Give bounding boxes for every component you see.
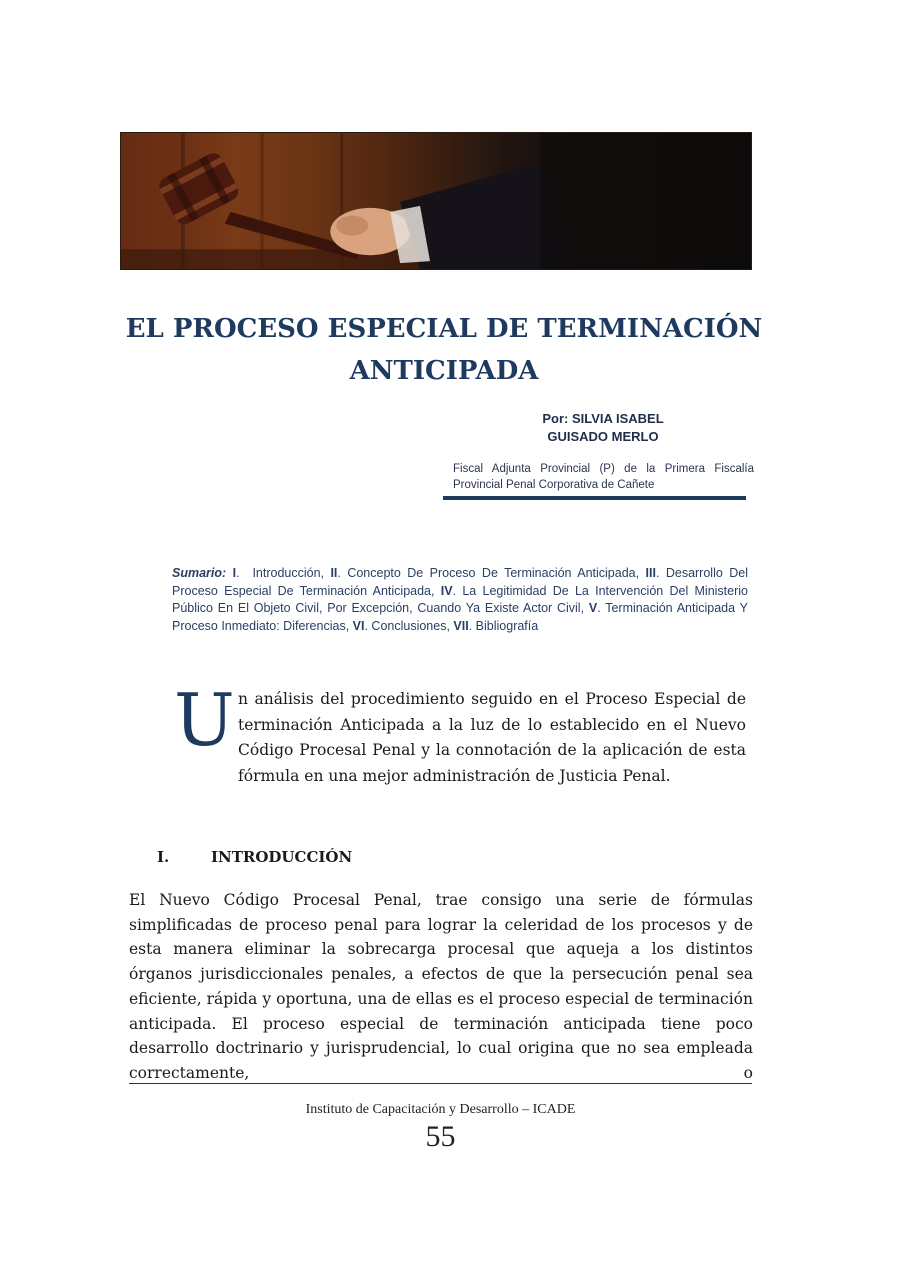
title-line-1: EL PROCESO ESPECIAL DE TERMINACIÓN [125, 314, 763, 344]
summary-block: Sumario: I. Introducción, II. Concepto De Proceso De Terminación Anticipada, III. Desarrollo Del Proceso Especial De Terminación Anticipada, IV. La Legitimidad De La Intervención Del Ministerio Público En El Objeto Civil, Por Excepción, Cuando Ya Existe Actor Civil, V. Terminación Anticipada Y Proceso Inmediato: Diferencias, VI. Conclusiones, VII. Bibliografía [172, 566, 748, 633]
summary-item: Bibliografía [475, 618, 539, 633]
section-number: I. [157, 848, 170, 866]
summary-item: Introducción [252, 566, 321, 580]
summary-num: VI [352, 618, 365, 633]
summary-item: Concepto De Proceso De Terminación Anticipada [347, 566, 636, 580]
summary-item: Desarrollo Del Proceso Especial De Terminación Anticipada [172, 566, 748, 598]
summary-lead: Sumario: [172, 566, 227, 580]
author-line-1: Por: SILVIA ISABEL [542, 411, 664, 426]
article-title [120, 308, 768, 392]
footer-institution: Instituto de Capacitación y Desarrollo – ICADE [305, 1102, 576, 1117]
summary-num: VII [453, 618, 469, 633]
affiliation-divider [443, 496, 746, 500]
drop-cap: U [174, 678, 235, 762]
author-affiliation: Fiscal Adjunta Provincial (P) de la Primera Fiscalía Provincial Penal Corporativa de Cañete [453, 463, 754, 491]
header-banner-image [120, 132, 752, 270]
page-number: 55 [425, 1120, 456, 1153]
author-block [480, 410, 726, 446]
summary-item: Conclusiones [371, 618, 447, 633]
section-title: INTRODUCCIÓN [211, 848, 353, 866]
footer-divider [129, 1083, 752, 1084]
gavel-icon [121, 133, 751, 269]
summary-item: La Legitimidad De La Intervención Del Ministerio Público En El Objeto Civil, Por Excepción, Cuando Ya Existe Actor Civil [172, 583, 748, 615]
summary-num: I [232, 566, 237, 580]
body-paragraph: El Nuevo Código Procesal Penal, trae consigo una serie de fórmulas simplificadas de proceso penal para lograr la celeridad de los procesos y de esta manera eliminar la sobrecarga procesal que aqueja a los distintos órganos jurisdiccionales penales, a efectos de que la persecución penal sea eficiente, rápida y oportuna, una de ellas es el proceso especial de terminación anticipada. El proceso especial de terminación anticipada tiene poco desarrollo doctrinario y jurisprudencial, lo cual origina que no sea empleada correctamente, o [129, 891, 753, 1082]
summary-item: Terminación Anticipada Y Proceso Inmediato: Diferencias [172, 601, 748, 633]
author-line-2: GUISADO MERLO [547, 429, 659, 444]
summary-num: IV [440, 583, 453, 598]
title-line-2: ANTICIPADA [349, 356, 539, 386]
summary-num: V [588, 601, 598, 615]
abstract-text: n análisis del procedimiento seguido en el Proceso Especial de terminación Anticipada a la luz de lo establecido en el Nuevo Código Procesal Penal y la connotación de la aplicación de esta fórmula en una mejor administración de Justicia Penal. [238, 690, 746, 785]
section-heading [157, 848, 352, 866]
summary-num: III [645, 566, 656, 580]
summary-num: II [330, 566, 338, 580]
